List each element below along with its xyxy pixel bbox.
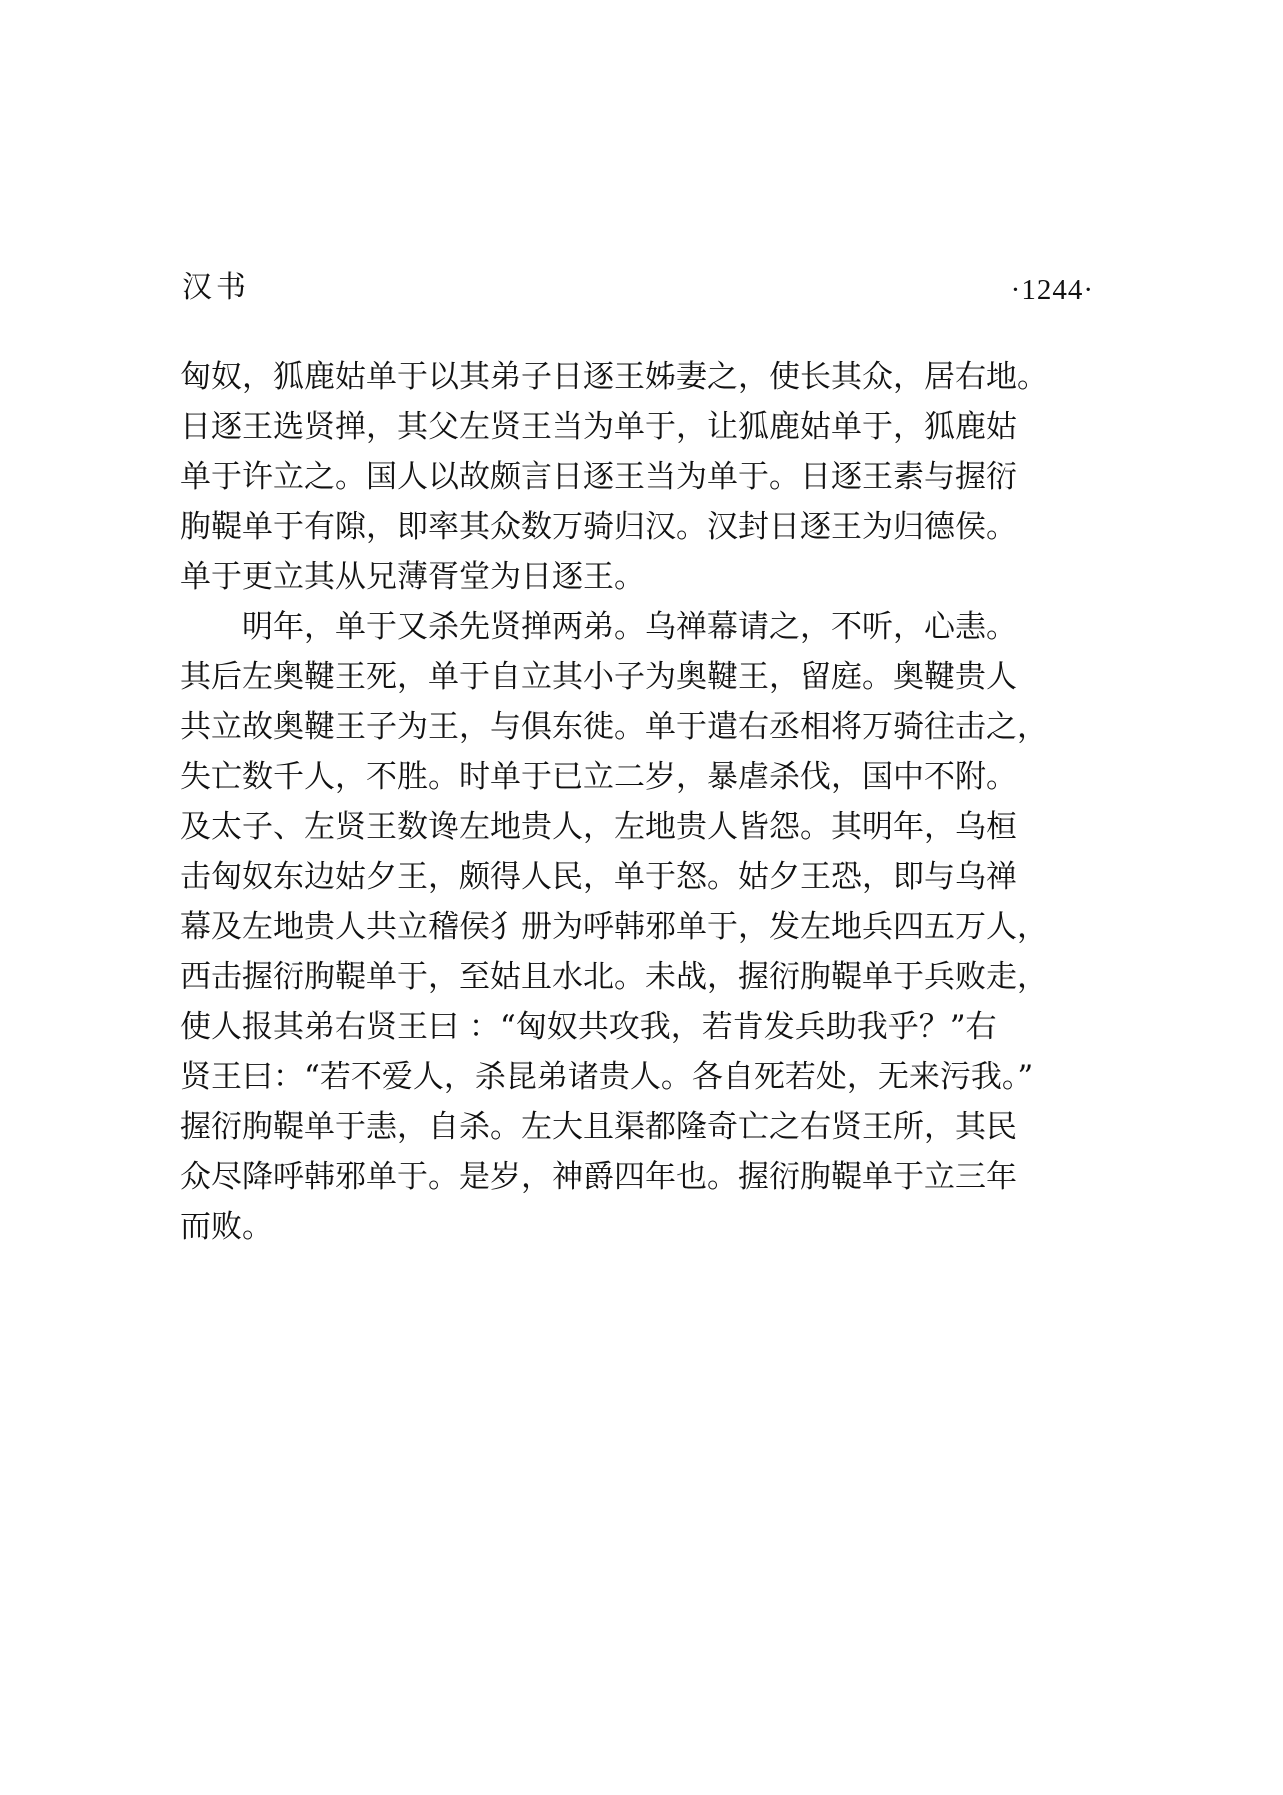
paragraph-start-line: 明年，单于又杀先贤掸两弟。乌禅幕请之，不听，心恚。 bbox=[242, 609, 1017, 645]
text-line: 及太子、左贤王数谗左地贵人，左地贵人皆怨。其明年，乌桓 bbox=[180, 809, 1017, 845]
text-line: 握衍朐鞮单于恚，自杀。左大且渠都隆奇亡之右贤王所，其民 bbox=[180, 1109, 1017, 1145]
book-title: 汉书 bbox=[182, 270, 250, 305]
text-line: 其后左奥鞬王死，单于自立其小子为奥鞬王，留庭。奥鞬贵人 bbox=[180, 659, 1017, 695]
text-line: 日逐王选贤掸，其父左贤王当为单于，让狐鹿姑单于，狐鹿姑 bbox=[180, 409, 1017, 445]
body-text bbox=[180, 352, 1095, 1252]
text-line: 幕及左地贵人共立稽侯犭册为呼韩邪单于，发左地兵四五万人， bbox=[180, 909, 1048, 945]
page-header bbox=[182, 268, 1094, 318]
text-line: 失亡数千人，不胜。时单于已立二岁，暴虐杀伐，国中不附。 bbox=[180, 759, 1017, 795]
text-line: 而败。 bbox=[180, 1209, 273, 1245]
text-line: 西击握衍朐鞮单于，至姑且水北。未战，握衍朐鞮单于兵败走， bbox=[180, 959, 1048, 995]
text-line: 匈奴，狐鹿姑单于以其弟子日逐王姊妻之，使长其众，居右地。 bbox=[180, 359, 1048, 395]
page-number: ·1244· bbox=[1010, 274, 1094, 306]
text-line: 击匈奴东边姑夕王，颇得人民，单于怒。姑夕王恐，即与乌禅 bbox=[180, 859, 1017, 895]
text-line: 朐鞮单于有隙，即率其众数万骑归汉。汉封日逐王为归德侯。 bbox=[180, 509, 1017, 545]
text-line: 众尽降呼韩邪单于。是岁，神爵四年也。握衍朐鞮单于立三年 bbox=[180, 1159, 1017, 1195]
text-line: 贤王曰：“若不爱人，杀昆弟诸贵人。各自死若处，无来污我。” bbox=[180, 1059, 1034, 1095]
text-line: 使人报其弟右贤王曰 ：“匈奴共攻我，若肯发兵助我乎？”右 bbox=[180, 1009, 997, 1045]
text-line: 单于许立之。国人以故颇言日逐王当为单于。日逐王素与握衍 bbox=[180, 459, 1017, 495]
text-line: 单于更立其从兄薄胥堂为日逐王。 bbox=[180, 559, 645, 595]
text-line: 共立故奥鞬王子为王，与俱东徙。单于遣右丞相将万骑往击之， bbox=[180, 709, 1048, 745]
